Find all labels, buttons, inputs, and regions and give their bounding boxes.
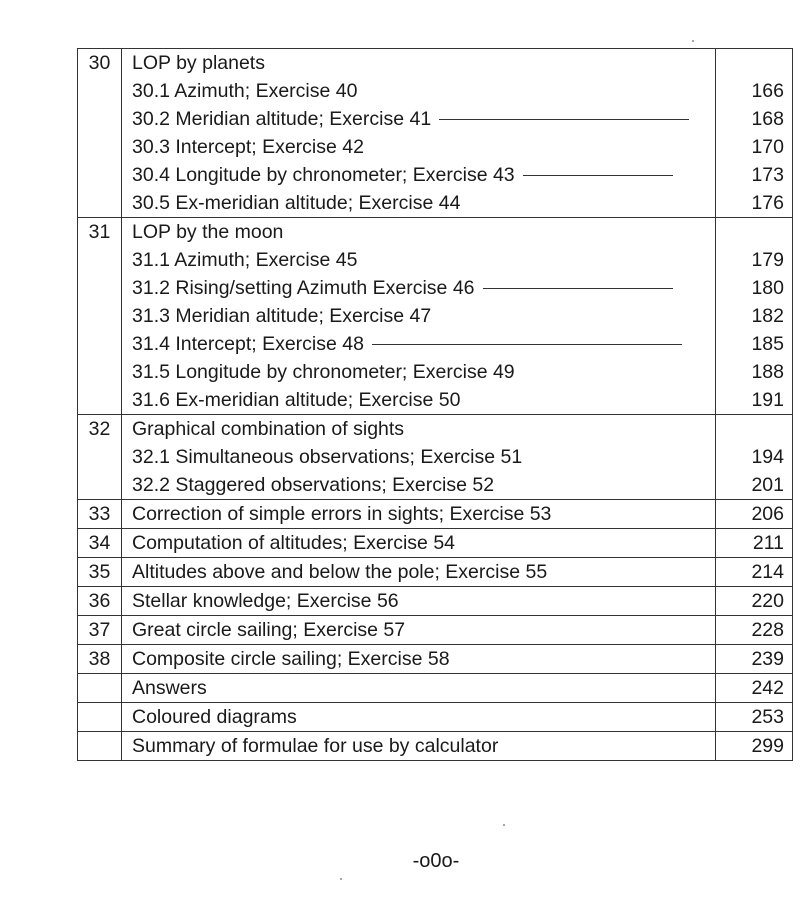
chapter-number <box>78 330 122 358</box>
chapter-number <box>78 161 122 189</box>
page-number: 194 <box>716 443 793 471</box>
toc-section-row <box>78 133 793 161</box>
toc-chapter-row <box>78 645 793 674</box>
chapter-number <box>78 189 122 218</box>
scan-speck <box>503 824 505 826</box>
toc-section-row <box>78 358 793 386</box>
chapter-number: 33 <box>78 500 122 529</box>
toc-chapter-row <box>78 49 793 78</box>
chapter-title: Great circle sailing; Exercise 57 <box>122 616 716 645</box>
toc-section-row <box>78 105 793 133</box>
section-cell <box>122 133 716 161</box>
chapter-number <box>78 105 122 133</box>
page-number <box>716 218 793 247</box>
chapter-title: Stellar knowledge; Exercise 56 <box>122 587 716 616</box>
section-title: 31.4 Intercept; Exercise 48 <box>132 333 364 355</box>
toc-chapter-row <box>78 674 793 703</box>
section-title: 31.1 Azimuth; Exercise 45 <box>132 249 358 271</box>
chapter-number: 35 <box>78 558 122 587</box>
chapter-number: 38 <box>78 645 122 674</box>
chapter-title: Summary of formulae for use by calculator <box>122 732 716 761</box>
toc-chapter-row <box>78 415 793 444</box>
page-number: 185 <box>716 330 793 358</box>
chapter-title: LOP by planets <box>122 49 716 78</box>
section-title: 32.2 Staggered observations; Exercise 52 <box>132 474 495 496</box>
chapter-number <box>78 732 122 761</box>
page-number: 228 <box>716 616 793 645</box>
chapter-number: 30 <box>78 49 122 78</box>
leader-line <box>372 344 682 345</box>
toc-section-row <box>78 161 793 189</box>
chapter-number <box>78 133 122 161</box>
section-cell <box>122 330 716 358</box>
section-cell <box>122 105 716 133</box>
chapter-number <box>78 302 122 330</box>
leader-line <box>483 288 673 289</box>
section-title: 30.5 Ex-meridian altitude; Exercise 44 <box>132 192 461 214</box>
toc-section-row <box>78 302 793 330</box>
chapter-number <box>78 246 122 274</box>
toc-chapter-row <box>78 529 793 558</box>
chapter-number <box>78 703 122 732</box>
table-of-contents <box>77 48 793 761</box>
chapter-number: 34 <box>78 529 122 558</box>
toc-section-row <box>78 189 793 218</box>
toc-body <box>78 49 793 761</box>
page-number: 176 <box>716 189 793 218</box>
page-number <box>716 415 793 444</box>
page-number: 211 <box>716 529 793 558</box>
section-cell <box>122 161 716 189</box>
chapter-number: 36 <box>78 587 122 616</box>
toc-section-row <box>78 274 793 302</box>
chapter-number <box>78 77 122 105</box>
section-title: 31.3 Meridian altitude; Exercise 47 <box>132 305 432 327</box>
section-title: 31.6 Ex-meridian altitude; Exercise 50 <box>132 389 461 411</box>
page-number: 179 <box>716 246 793 274</box>
page-number: 166 <box>716 77 793 105</box>
section-title: 31.5 Longitude by chronometer; Exercise 49 <box>132 361 515 383</box>
toc-chapter-row <box>78 732 793 761</box>
toc-section-row <box>78 386 793 415</box>
section-title: 30.3 Intercept; Exercise 42 <box>132 136 364 158</box>
chapter-title: Answers <box>122 674 716 703</box>
chapter-title: LOP by the moon <box>122 218 716 247</box>
toc-section-row <box>78 77 793 105</box>
scan-speck <box>340 878 342 880</box>
toc-chapter-row <box>78 218 793 247</box>
section-cell <box>122 246 716 274</box>
section-title: 31.2 Rising/setting Azimuth Exercise 46 <box>132 277 475 299</box>
footer-mark: -o0o- <box>412 850 460 872</box>
page-number: 239 <box>716 645 793 674</box>
toc-section-row <box>78 330 793 358</box>
page-number: 168 <box>716 105 793 133</box>
chapter-number: 32 <box>78 415 122 444</box>
toc-chapter-row <box>78 500 793 529</box>
page-number: 191 <box>716 386 793 415</box>
leader-line <box>439 119 689 120</box>
chapter-number <box>78 358 122 386</box>
chapter-title: Altitudes above and below the pole; Exercise 55 <box>122 558 716 587</box>
section-cell <box>122 77 716 105</box>
section-cell <box>122 274 716 302</box>
section-cell <box>122 302 716 330</box>
toc-section-row <box>78 471 793 500</box>
chapter-number <box>78 386 122 415</box>
page-number: 170 <box>716 133 793 161</box>
page-number: 188 <box>716 358 793 386</box>
section-cell <box>122 471 716 500</box>
page-number: 180 <box>716 274 793 302</box>
chapter-title: Composite circle sailing; Exercise 58 <box>122 645 716 674</box>
page-number: 242 <box>716 674 793 703</box>
toc-chapter-row <box>78 558 793 587</box>
chapter-number: 31 <box>78 218 122 247</box>
page-number: 253 <box>716 703 793 732</box>
toc-section-row <box>78 246 793 274</box>
section-cell <box>122 358 716 386</box>
page-number: 206 <box>716 500 793 529</box>
chapter-title: Correction of simple errors in sights; Exercise 53 <box>122 500 716 529</box>
chapter-number <box>78 674 122 703</box>
chapter-title: Graphical combination of sights <box>122 415 716 444</box>
section-cell <box>122 386 716 415</box>
section-cell <box>122 189 716 218</box>
section-title: 30.4 Longitude by chronometer; Exercise 43 <box>132 164 515 186</box>
toc-chapter-row <box>78 587 793 616</box>
page-number: 201 <box>716 471 793 500</box>
section-title: 30.1 Azimuth; Exercise 40 <box>132 80 358 102</box>
scan-speck <box>692 40 694 42</box>
page-number: 299 <box>716 732 793 761</box>
section-title: 30.2 Meridian altitude; Exercise 41 <box>132 108 432 130</box>
chapter-title: Computation of altitudes; Exercise 54 <box>122 529 716 558</box>
toc-section-row <box>78 443 793 471</box>
chapter-title: Coloured diagrams <box>122 703 716 732</box>
page-number <box>716 49 793 78</box>
section-cell <box>122 443 716 471</box>
page-number: 220 <box>716 587 793 616</box>
leader-line <box>523 175 673 176</box>
chapter-number <box>78 471 122 500</box>
chapter-number <box>78 443 122 471</box>
chapter-number: 37 <box>78 616 122 645</box>
page-number: 214 <box>716 558 793 587</box>
toc-chapter-row <box>78 616 793 645</box>
page-number: 182 <box>716 302 793 330</box>
section-title: 32.1 Simultaneous observations; Exercise 51 <box>132 446 523 468</box>
page-number: 173 <box>716 161 793 189</box>
chapter-number <box>78 274 122 302</box>
toc-chapter-row <box>78 703 793 732</box>
